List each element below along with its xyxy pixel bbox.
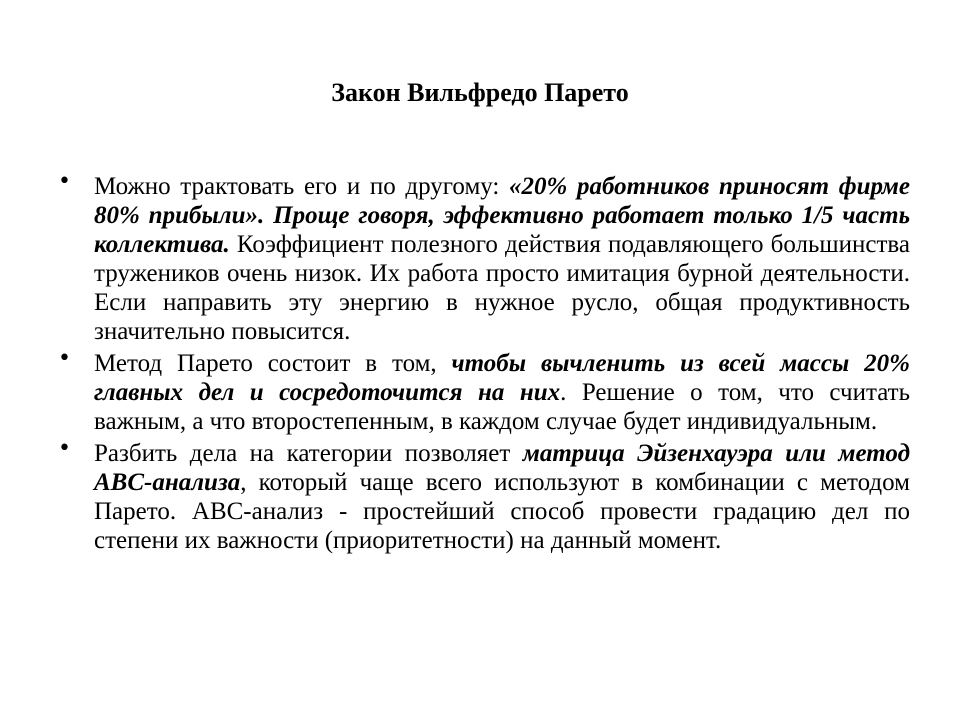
bullet-text: Можно трактовать его и по другому: — [94, 173, 510, 200]
bullet-text-emphasis: «20% работников приносят фирме 80% прибыли». Проще говоря, эффективно работает только 1/5 часть коллектива. — [94, 173, 910, 258]
bullet-text: Разбить дела на категории позволяет — [94, 440, 523, 467]
bullet-icon: • — [58, 346, 71, 371]
bullet-text: , который чаще всего используют в комбинации с методом Парето. ABC-анализ - простейший способ провести градацию дел по степени их важности (приоритетности) на данный момент. — [94, 469, 910, 554]
bullet-text-emphasis: матрица Эйзенхауэра или метод ABC-анализа — [94, 440, 910, 496]
bullet-item — [58, 436, 910, 555]
bullet-icon: • — [58, 169, 71, 194]
bullet-icon: • — [58, 436, 71, 461]
bullet-item — [58, 346, 910, 436]
bullet-text-emphasis: чтобы вычленить из всей массы 20% главных дел и сосредоточится на них — [94, 350, 910, 406]
slide-title: Закон Вильфредо Парето — [331, 78, 629, 107]
bullet-text: Коэффициент полезного действия подавляющего большинства тружеников очень низок. Их работа просто имитация бурной деятельности. Если направить эту энергию в нужное русло, общая продуктивность значительно повысится. — [94, 231, 910, 345]
bullet-item — [58, 169, 910, 346]
bullet-text: Метод Парето состоит в том, — [94, 350, 452, 377]
bullet-list — [58, 169, 910, 558]
bullet-text: . Решение о том, что считать важным, а что второстепенным, в каждом случае будет индивидуальным. — [94, 379, 910, 435]
